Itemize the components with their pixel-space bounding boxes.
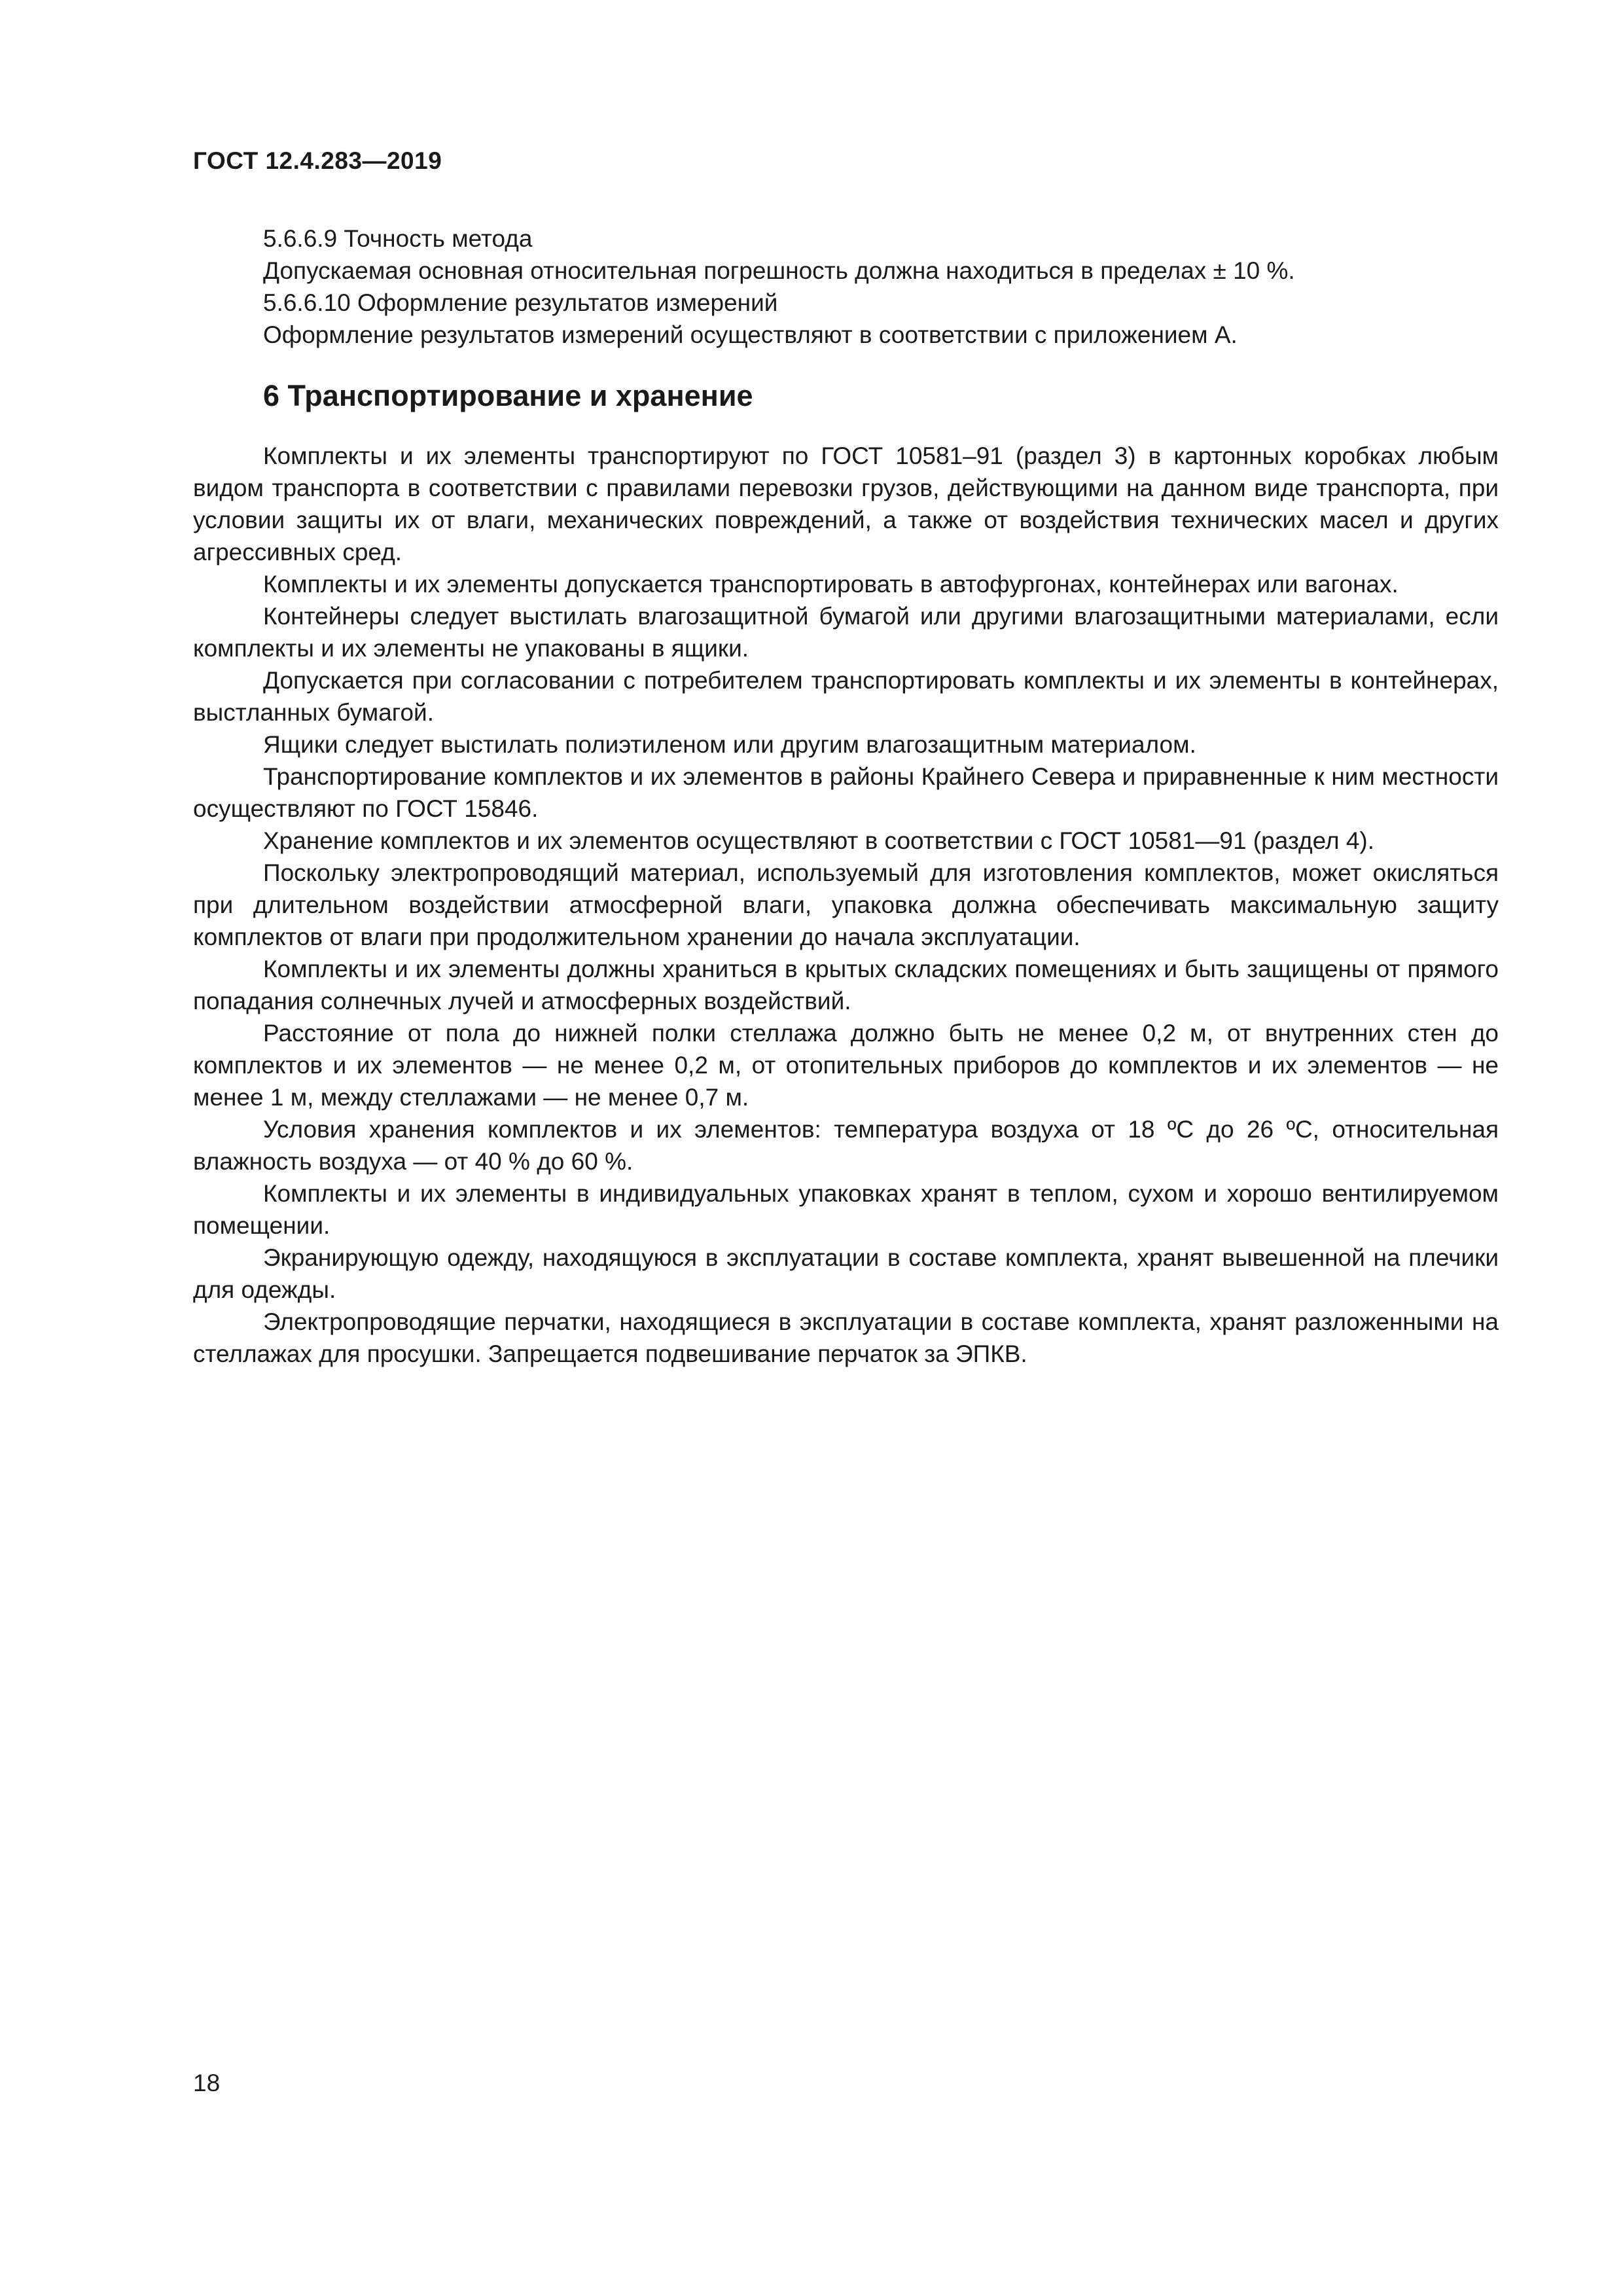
paragraph: Поскольку электропроводящий материал, используемый для изготовления комплектов, может окисляться при длительном воздействии атмосферной влаги, упаковка должна обеспечивать максимальную защиту комплектов от влаги при продолжительном хранении до начала эксплуатации. xyxy=(193,859,1499,950)
paragraph: Допускается при согласовании с потребителем транспортировать комплекты и их элементы в контейнерах, выстланных бумагой. xyxy=(193,667,1499,726)
body-line: Оформление результатов измерений осуществляют в соответствии с приложением А. xyxy=(263,321,1238,348)
subsection-heading: 5.6.6.9 Точность метода xyxy=(263,225,533,252)
section-title: 6 Транспортирование и хранение xyxy=(263,379,753,412)
body-line: Допускаемая основная относительная погрешность должна находиться в пределах ± 10 %. xyxy=(263,257,1295,284)
paragraph: Электропроводящие перчатки, находящиеся в эксплуатации в составе комплекта, хранят разложенными на стеллажах для просушки. Запрещается подвешивание перчаток за ЭПКВ. xyxy=(193,1308,1499,1367)
subsection-heading: 5.6.6.10 Оформление результатов измерений xyxy=(263,289,778,316)
paragraph: Хранение комплектов и их элементов осуществляют в соответствии с ГОСТ 10581—91 (раздел 4). xyxy=(263,827,1375,854)
paragraph: Комплекты и их элементы в индивидуальных упаковках хранят в теплом, сухом и хорошо вентилируемом помещении. xyxy=(193,1180,1499,1239)
paragraph: Условия хранения комплектов и их элементов: температура воздуха от 18 ºС до 26 ºС, относительная влажность воздуха — от 40 % до 60 %. xyxy=(193,1116,1499,1175)
document-body xyxy=(193,223,1499,1370)
paragraph: Комплекты и их элементы транспортируют по ГОСТ 10581–91 (раздел 3) в картонных коробках любым видом транспорта в соответствии с правилами перевозки грузов, действующими на данном виде транспорта, при условии защиты их от влаги, механических повреждений, а также от воздействия технических масел и других агрессивных сред. xyxy=(193,442,1499,565)
paragraph: Транспортирование комплектов и их элементов в районы Крайнего Севера и приравненные к ним местности осуществляют по ГОСТ 15846. xyxy=(193,763,1499,822)
paragraph: Комплекты и их элементы должны храниться в крытых складских помещениях и быть защищены от прямого попадания солнечных лучей и атмосферных воздействий. xyxy=(193,956,1499,1014)
paragraph: Контейнеры следует выстилать влагозащитной бумагой или другими влагозащитными материалами, если комплекты и их элементы не упакованы в ящики. xyxy=(193,603,1499,662)
paragraph: Экранирующую одежду, находящуюся в эксплуатации в составе комплекта, хранят вывешенной на плечики для одежды. xyxy=(193,1244,1499,1303)
document-header: ГОСТ 12.4.283—2019 xyxy=(193,147,442,174)
paragraph: Ящики следует выстилать полиэтиленом или другим влагозащитным материалом. xyxy=(263,731,1196,758)
page-number: 18 xyxy=(193,2070,221,2096)
paragraph: Расстояние от пола до нижней полки стеллажа должно быть не менее 0,2 м, от внутренних стен до комплектов и их элементов — не менее 0,2 м, от отопительных приборов до комплектов и их элементов — не менее 1 м, между стеллажами — не менее 0,7 м. xyxy=(193,1020,1499,1111)
paragraph: Комплекты и их элементы допускается транспортировать в автофургонах, контейнерах или вагонах. xyxy=(263,571,1399,598)
